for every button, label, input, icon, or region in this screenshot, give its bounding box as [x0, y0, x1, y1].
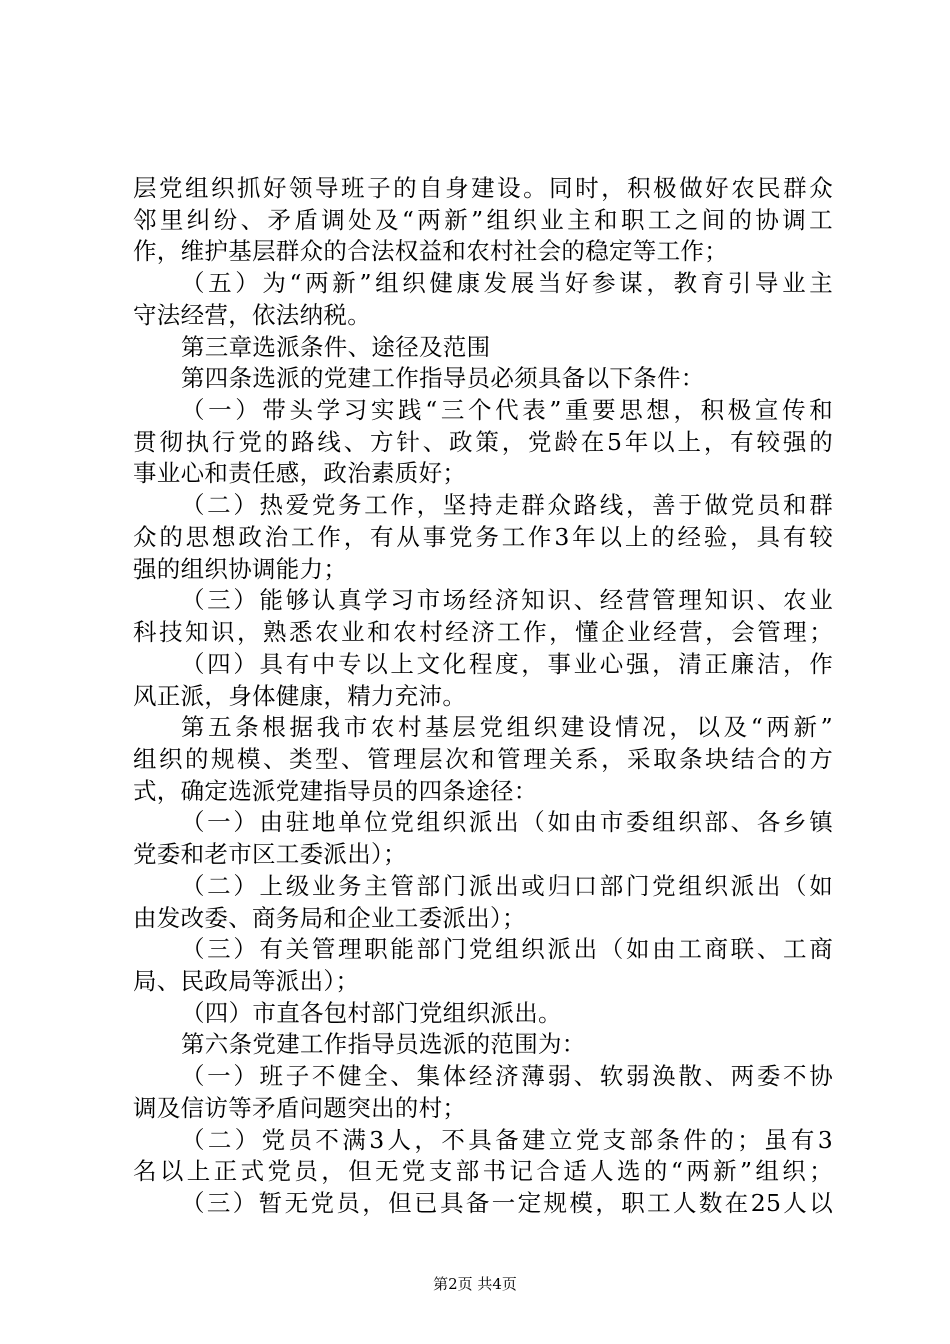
text-line: （二）上级业务主管部门派出或归口部门党组织派出（如 [181, 871, 833, 900]
text-line: 邻里纠纷、矛盾调处及“两新”组织业主和职工之间的协调工 [133, 205, 833, 234]
text-line: 风正派，身体健康，精力充沛。 [133, 681, 467, 710]
text-line: （二）党员不满3人，不具备建立党支部条件的；虽有3 [181, 1125, 833, 1154]
text-line: 强的组织协调能力； [133, 554, 348, 583]
text-line: （五）为“两新”组织健康发展当好参谋，教育引导业主 [181, 269, 833, 298]
article-heading: 第四条选派的党建工作指导员必须具备以下条件： [181, 364, 705, 393]
text-line: （一）由驻地单位党组织派出（如由市委组织部、各乡镇 [181, 808, 833, 837]
text-line: 局、民政局等派出）； [133, 966, 360, 995]
text-line: （四）市直各包村部门党组织派出。 [181, 998, 562, 1027]
text-line: 调及信访等矛盾问题突出的村； [133, 1093, 467, 1122]
text-line: 组织的规模、类型、管理层次和管理关系，采取条块结合的方 [133, 744, 833, 773]
text-line: （一）班子不健全、集体经济薄弱、软弱涣散、两委不协 [181, 1062, 833, 1091]
text-line: （一）带头学习实践“三个代表”重要思想，积极宣传和 [181, 396, 833, 425]
article-heading: 第六条党建工作指导员选派的范围为： [181, 1030, 586, 1059]
text-line: （二）热爱党务工作，坚持走群众路线，善于做党员和群 [181, 491, 833, 520]
text-line: 事业心和责任感，政治素质好； [133, 459, 467, 488]
text-line: 贯彻执行党的路线、方针、政策，党龄在5年以上，有较强的 [133, 427, 833, 456]
text-line: 层党组织抓好领导班子的自身建设。同时，积极做好农民群众 [133, 174, 833, 202]
text-line: 众的思想政治工作，有从事党务工作3年以上的经验，具有较 [133, 522, 833, 551]
text-line: （三）能够认真学习市场经济知识、经营管理知识、农业 [181, 586, 833, 615]
text-line: 式，确定选派党建指导员的四条途径： [133, 776, 538, 805]
text-line: 由发改委、商务局和企业工委派出）； [133, 903, 526, 932]
article-heading: 第五条根据我市农村基层党组织建设情况，以及“两新” [181, 713, 833, 742]
page-footer: 第2页 共4页 [433, 1275, 517, 1293]
text-line: 党委和老市区工委派出）； [133, 840, 407, 869]
text-line: 名以上正式党员，但无党支部书记合适人选的“两新”组织； [133, 1157, 833, 1186]
text-line: 科技知识，熟悉农业和农村经济工作，懂企业经营，会管理； [133, 618, 833, 647]
chapter-heading: 第三章选派条件、途径及范围 [181, 332, 491, 361]
text-line: 守法经营，依法纳税。 [133, 300, 371, 329]
text-line: （三）有关管理职能部门党组织派出（如由工商联、工商 [181, 935, 833, 964]
text-line: （四）具有中专以上文化程度，事业心强，清正廉洁，作 [181, 649, 833, 678]
text-line: 作，维护基层群众的合法权益和农村社会的稳定等工作； [133, 237, 728, 266]
text-line: （三）暂无党员，但已具备一定规模，职工人数在25人以 [181, 1189, 833, 1217]
